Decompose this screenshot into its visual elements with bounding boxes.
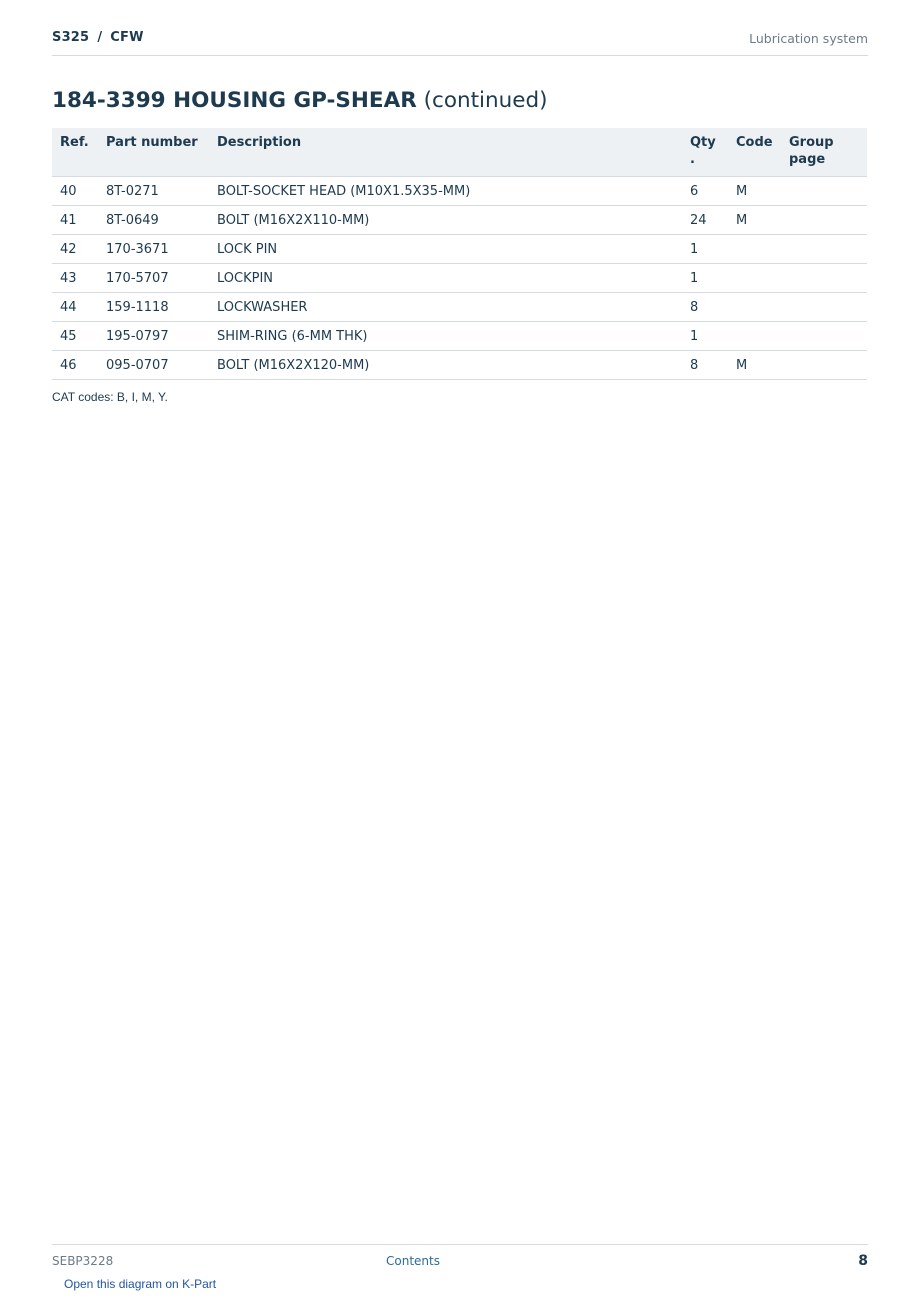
cell-qty: 6 (682, 177, 728, 206)
document-id: SEBP3228 (52, 1254, 114, 1268)
page-title (52, 88, 548, 113)
page-header (52, 28, 868, 56)
col-header-group-page (781, 128, 867, 177)
cell-description: LOCK PIN (209, 235, 682, 264)
col-header-description: Description (209, 128, 682, 177)
col-header-qty-line1: Qty (690, 135, 716, 150)
parts-table (52, 128, 867, 380)
assembly-title: 184-3399 HOUSING GP-SHEAR (52, 88, 417, 113)
table-row (52, 264, 867, 293)
cell-group-page (781, 293, 867, 322)
cell-qty: 1 (682, 264, 728, 293)
cell-part-number: 170-3671 (98, 235, 209, 264)
contents-link[interactable]: Contents (386, 1254, 440, 1268)
page-number: 8 (858, 1253, 868, 1269)
variant-label: CFW (110, 30, 144, 45)
section-name: Lubrication system (749, 31, 868, 46)
cell-group-page (781, 235, 867, 264)
cell-part-number: 170-5707 (98, 264, 209, 293)
col-header-qty (682, 128, 728, 177)
cell-code (728, 322, 781, 351)
cell-part-number: 195-0797 (98, 322, 209, 351)
cell-description: BOLT (M16X2X110-MM) (209, 206, 682, 235)
cell-part-number: 095-0707 (98, 351, 209, 380)
cell-group-page (781, 264, 867, 293)
cell-ref: 45 (52, 322, 98, 351)
table-row (52, 351, 867, 380)
cell-code: M (728, 351, 781, 380)
cell-description: LOCKPIN (209, 264, 682, 293)
cell-qty: 8 (682, 351, 728, 380)
col-header-ref: Ref. (52, 128, 98, 177)
cell-qty: 1 (682, 322, 728, 351)
open-kpart-link[interactable]: Open this diagram on K-Part (64, 1277, 217, 1291)
breadcrumb (52, 30, 144, 45)
cell-part-number: 8T-0271 (98, 177, 209, 206)
col-header-part-number: Part number (98, 128, 209, 177)
col-header-group-line1: Group (789, 135, 834, 150)
cell-qty: 1 (682, 235, 728, 264)
table-row (52, 322, 867, 351)
cell-ref: 41 (52, 206, 98, 235)
continued-label: (continued) (423, 88, 548, 113)
cell-ref: 44 (52, 293, 98, 322)
model-label: S325 (52, 30, 90, 45)
table-header (52, 128, 867, 177)
table-row (52, 177, 867, 206)
col-header-code: Code (728, 128, 781, 177)
cell-ref: 42 (52, 235, 98, 264)
cell-part-number: 159-1118 (98, 293, 209, 322)
cell-code: M (728, 177, 781, 206)
cell-code: M (728, 206, 781, 235)
cell-ref: 46 (52, 351, 98, 380)
cell-group-page (781, 322, 867, 351)
breadcrumb-separator: / (97, 30, 103, 45)
cell-code (728, 235, 781, 264)
table-header-row (52, 128, 867, 177)
cell-qty: 24 (682, 206, 728, 235)
col-header-group-line2: page (789, 152, 826, 167)
cell-group-page (781, 206, 867, 235)
cell-group-page (781, 177, 867, 206)
col-header-qty-line2: . (690, 152, 695, 167)
cell-description: BOLT (M16X2X120-MM) (209, 351, 682, 380)
table-row (52, 206, 867, 235)
cell-part-number: 8T-0649 (98, 206, 209, 235)
cell-ref: 40 (52, 177, 98, 206)
cell-description: BOLT-SOCKET HEAD (M10X1.5X35-MM) (209, 177, 682, 206)
table-row (52, 293, 867, 322)
table-row (52, 235, 867, 264)
cell-description: SHIM-RING (6-MM THK) (209, 322, 682, 351)
cell-qty: 8 (682, 293, 728, 322)
cell-ref: 43 (52, 264, 98, 293)
page-footer (52, 1244, 868, 1295)
cell-code (728, 293, 781, 322)
cat-codes-note: CAT codes: B, I, M, Y. (52, 390, 168, 404)
table-body (52, 177, 867, 380)
cell-code (728, 264, 781, 293)
cell-group-page (781, 351, 867, 380)
cell-description: LOCKWASHER (209, 293, 682, 322)
